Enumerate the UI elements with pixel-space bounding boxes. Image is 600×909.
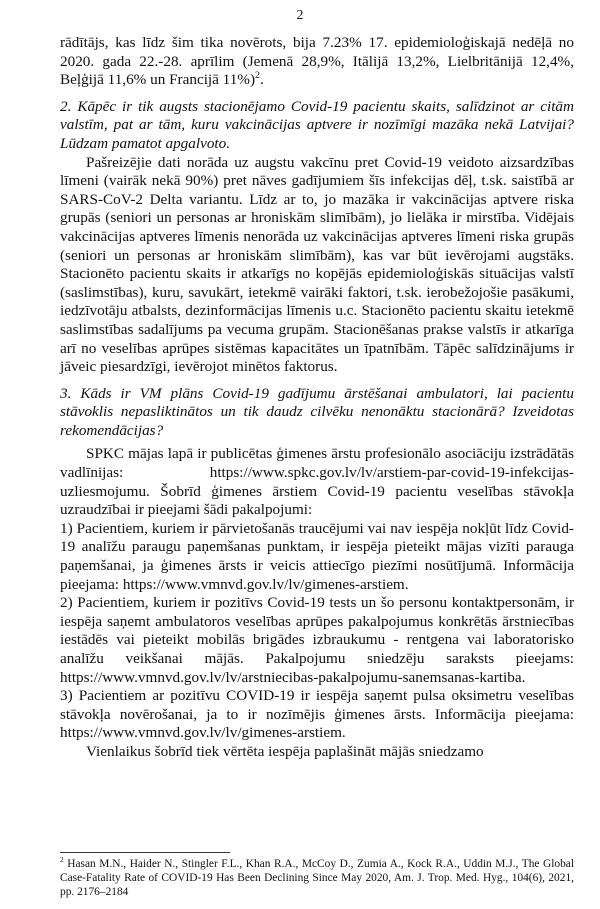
list-item-3: 3) Pacientiem ar pozitīvu COVID-19 ir iespēja saņemt pulsa oksimetru veselības stāvokļa novērošanai, ja to ir nozīmējis ģimenes ārsts. Informācija pieejama: https://www.vmnvd.gov.lv/lv/gimenes-arstiem. bbox=[60, 687, 574, 742]
footnote-marker: 2 bbox=[60, 855, 64, 865]
list-item-1: 1) Pacientiem, kuriem ir pārvietošanās traucējumi vai nav iespēja nokļūt līdz Covid-19 analīžu paraugu paņemšanas punktam, ir iespēja pieteikt mājas vizīti parauga paņemšanai, ja ģimenes ārsts ir veicis attiecīgo piezīmi nosūtījumā. Informācija pieejama: https://www.vmnvd.gov.lv/lv/gimenes-arstiem. bbox=[60, 519, 574, 593]
question-3: 3. Kāds ir VM plāns Covid-19 gadījumu ārstēšanai ambulatori, lai pacientu stāvoklis nepasliktinātos un tik daudz cilvēku nenonāktu stacionārā? Izveidotas rekomendācijas? bbox=[60, 384, 574, 439]
footnote-text: Hasan M.N., Haider N., Stingler F.L., Khan R.A., McCoy D., Zumia A., Kock R.A., Uddin M.J., The Global Case-Fatality Rate of COVID-19 Has Been Declining Since May 2020, Am. J. Trop. Med. Hyg., 104(6), 2021, pp. 2176–2184 bbox=[60, 858, 574, 898]
document-body bbox=[60, 34, 574, 762]
closing-paragraph: Vienlaikus šobrīd tiek vērtēta iespēja paplašināt mājās sniedzamo bbox=[86, 742, 484, 760]
footnote-reference: 2 bbox=[255, 70, 260, 82]
answer-3-intro: SPKC mājas lapā ir publicētas ģimenes ārstu profesionālo asociāciju izstrādātās vadlīnijas: https://www.spkc.gov.lv/lv/arstiem-par-covid-19-infekcijas-uzliesmojumu. Šobrīd ģimenes ārstiem Covid-19 pacientu veselības stāvokļa uzraudzībai ir pieejami šādi pakalpojumi: bbox=[60, 445, 574, 519]
answer-2: Pašreizējie dati norāda uz augstu vakcīnu pret Covid-19 veidoto aizsardzības līmeni (vairāk nekā 90%) pret nāves gadījumiem šīs infekcijas dēļ, t.sk. saistībā ar SARS-CoV-2 Delta variantu. Līdz ar to, jo mazāka ir vakcinācijas aptvere riska grupās (seniori un personas ar hroniskām slimībām), jo lielāka ir mirstība. Vidējais vakcinācijas aptveres līmenis nenorāda uz vakcinācijas aptveres līmeni riska grupās (seniori un personas ar hroniskām slimībām), kas var būt ievērojami augstāks. Stacionēto pacientu skaits ir atkarīgs no kopējās epidemioloģiskās situācijas valstī (saslimstības), kuru, savukārt, ietekmē vairāki faktori, t.sk. ierobežojošie pasākumi, iedzīvotāju atbalsts, dezinformācijas līmenis u.c. Stacionēto pacientu skaitu ietekmē saslimstības sadalījums pa vecuma grupām. Stacionēšanas prakse valstīs ir atkarīga arī no veselības aprūpes sistēmas kapacitātes un īpatnībām. Tāpēc salīdzinājums ir jāveic piesardzīgi, ievērojot minētos faktorus. bbox=[60, 153, 574, 376]
footnote bbox=[60, 857, 574, 899]
page-number: 2 bbox=[296, 8, 304, 23]
paragraph-1-end: . bbox=[259, 71, 264, 89]
footnote-divider bbox=[60, 852, 230, 853]
list-item-2: 2) Pacientiem, kuriem ir pozitīvs Covid-19 tests un šo personu kontaktpersonām, ir iespēja saņemt ambulatoros veselības aprūpes pakalpojumus konkrētās ārstniecības iestādēs vai pieteikt mobilās brigādes izbraukumu - rentgena vai laboratorisko analīžu veikšanai mājās. Pakalpojumu sniedzēju saraksts pieejams: https://www.vmnvd.gov.lv/lv/arstniecibas-pakalpojumu-sanemsanas-kartiba. bbox=[60, 594, 574, 686]
paragraph-1-text: rādītājs, kas līdz šim tika novērots, bija 7.23% 17. epidemioloģiskajā nedēļā no 2020. gada 22.-28. aprīlim (Jemenā 28,9%, Itālijā 13,2%, Lielbritānijā 12,4%, Beļģijā 11,6% un Francijā 11%) bbox=[60, 34, 574, 89]
paragraph-1 bbox=[60, 34, 574, 90]
question-2: 2. Kāpēc ir tik augsts stacionējamo Covid-19 pacientu skaits, salīdzinot ar citām valstīm, pat ar tām, kuru vakcinācijas aptvere ir nozīmīgi mazāka nekā Latvijai? Lūdzam pamatot apgalvoto. bbox=[60, 97, 574, 152]
